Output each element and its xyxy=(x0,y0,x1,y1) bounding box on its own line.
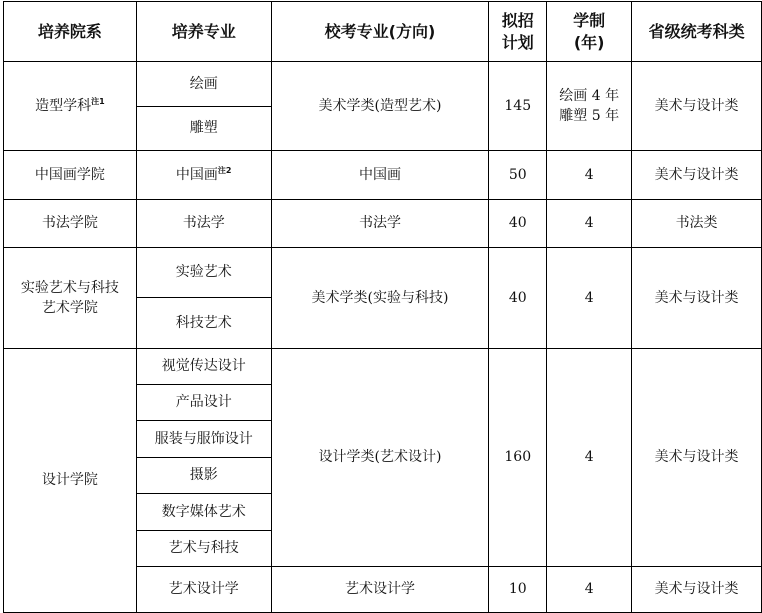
major-cell: 数字媒体艺术 xyxy=(136,494,271,531)
header-quota-line1: 拟招 xyxy=(501,10,534,30)
header-college: 培养院系 xyxy=(4,2,137,62)
college-line1: 实验艺术与科技 xyxy=(20,279,119,296)
college-cell xyxy=(4,248,137,349)
header-subject: 省级统考科类 xyxy=(632,2,762,62)
table-row xyxy=(4,200,762,248)
exam-major-cell: 美术学类(实验与科技) xyxy=(271,248,489,349)
quota-cell: 50 xyxy=(489,151,547,200)
quota-cell: 40 xyxy=(489,248,547,349)
header-years-line1: 学制 xyxy=(573,10,606,30)
subject-cell: 美术与设计类 xyxy=(632,62,762,151)
exam-major-cell: 书法学 xyxy=(271,200,489,248)
quota-cell: 40 xyxy=(489,200,547,248)
major-cell: 科技艺术 xyxy=(136,298,271,349)
major-cell: 产品设计 xyxy=(136,385,271,421)
years-cell: 4 xyxy=(547,248,632,349)
admission-plan-table xyxy=(3,1,762,613)
college-cell: 书法学院 xyxy=(4,200,137,248)
header-years-line2: (年) xyxy=(573,32,605,52)
college-cell: 设计学院 xyxy=(4,349,137,613)
quota-cell: 145 xyxy=(489,62,547,151)
major-cell: 视觉传达设计 xyxy=(136,349,271,385)
subject-cell: 书法类 xyxy=(632,200,762,248)
major-cell: 摄影 xyxy=(136,458,271,494)
table-row xyxy=(4,62,762,107)
footnote-mark: 注2 xyxy=(217,165,232,175)
major-cell: 艺术与科技 xyxy=(136,531,271,567)
major-cell: 实验艺术 xyxy=(136,248,271,298)
header-years xyxy=(547,2,632,62)
quota-cell: 10 xyxy=(489,567,547,613)
subject-cell: 美术与设计类 xyxy=(632,349,762,567)
years-cell: 4 xyxy=(547,151,632,200)
major-cell: 服装与服饰设计 xyxy=(136,421,271,458)
college-cell xyxy=(4,62,137,151)
major-cell: 书法学 xyxy=(136,200,271,248)
years-cell: 4 xyxy=(547,567,632,613)
major-cell: 艺术设计学 xyxy=(136,567,271,613)
subject-cell: 美术与设计类 xyxy=(632,248,762,349)
table-row xyxy=(4,151,762,200)
exam-major-cell: 艺术设计学 xyxy=(271,567,489,613)
years-cell xyxy=(547,62,632,151)
header-exam-major: 校考专业(方向) xyxy=(271,2,489,62)
exam-major-cell: 设计学类(艺术设计) xyxy=(271,349,489,567)
major-cell: 绘画 xyxy=(136,62,271,107)
header-quota-line2: 计划 xyxy=(501,32,534,52)
header-row xyxy=(4,2,762,62)
subject-cell: 美术与设计类 xyxy=(632,567,762,613)
footnote-mark: 注1 xyxy=(91,96,105,106)
quota-cell: 160 xyxy=(489,349,547,567)
years-line2: 雕塑 5 年 xyxy=(559,108,620,124)
table-row xyxy=(4,349,762,385)
subject-cell: 美术与设计类 xyxy=(632,151,762,200)
exam-major-cell: 中国画 xyxy=(271,151,489,200)
major-name: 中国画 xyxy=(175,166,218,183)
college-cell: 中国画学院 xyxy=(4,151,137,200)
exam-major-cell: 美术学类(造型艺术) xyxy=(271,62,489,151)
college-line2: 艺术学院 xyxy=(41,300,98,316)
years-line1: 绘画 4 年 xyxy=(559,87,620,104)
college-name: 造型学科 xyxy=(35,97,92,114)
table-row xyxy=(4,248,762,298)
header-major: 培养专业 xyxy=(136,2,271,62)
major-cell xyxy=(136,151,271,200)
years-cell: 4 xyxy=(547,200,632,248)
major-cell: 雕塑 xyxy=(136,107,271,151)
years-cell: 4 xyxy=(547,349,632,567)
header-quota xyxy=(489,2,547,62)
